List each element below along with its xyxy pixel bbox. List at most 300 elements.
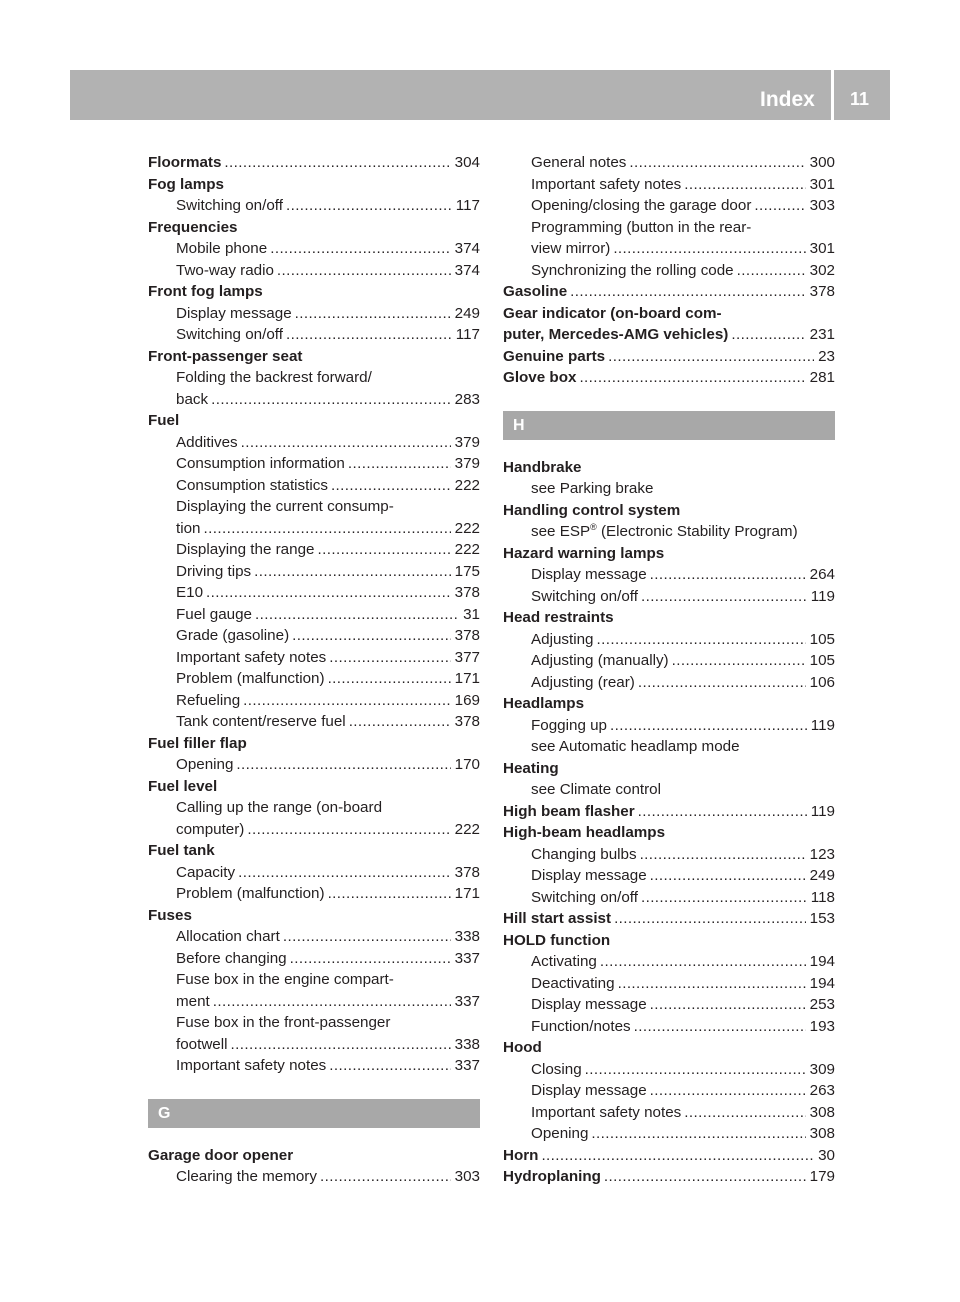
index-subentry [148,862,480,884]
entry-label: Adjusting [531,630,594,648]
entry-label: see ESP® (Electronic Stability Program) [531,521,798,540]
index-subentry [148,948,480,970]
page-reference: 303 [809,197,835,214]
index-subentry [503,586,835,608]
index-subentry [148,819,480,841]
index-subentry [503,994,835,1016]
leader-dots [641,887,807,909]
page-reference: 378 [454,863,480,881]
leader-dots [613,238,805,260]
index-entry [148,281,480,303]
entry-label: Consumption statistics [176,476,328,494]
leader-dots [247,819,450,841]
entry-label: Hood [503,1039,542,1056]
page-reference: 374 [454,261,480,279]
index-column-left [148,152,480,1188]
index-subentry [503,1016,835,1038]
index-entry [148,1145,480,1167]
leader-dots [231,1034,451,1056]
index-subentry [148,303,480,325]
index-subentry [148,260,480,282]
leader-dots [754,195,805,217]
entry-label: Important safety notes [531,1103,682,1121]
entry-label: Handling control system [503,501,681,519]
leader-dots [618,973,806,995]
index-entry [503,346,835,368]
entry-label: Handbrake [503,458,582,476]
leader-dots [541,1145,814,1167]
page-reference: 231 [809,326,835,343]
entry-label: Gear indicator (on-board com- [503,304,722,322]
index-subentry [503,1059,835,1081]
leader-dots [650,1080,806,1102]
entry-label: Important safety notes [176,1057,327,1074]
leader-dots [286,195,452,217]
entry-label: Switching on/off [176,326,283,343]
entry-label: Opening [176,756,234,773]
entry-label: Headlamps [503,695,585,712]
entry-label: Fog lamps [148,175,224,193]
page-reference: 193 [809,1017,835,1035]
index-entry [503,281,835,303]
entry-label: Gasoline [503,283,568,300]
index-subentry [503,650,835,672]
index-subentry [503,629,835,651]
index-entry [503,607,835,629]
page-reference: 117 [455,197,480,214]
leader-dots [684,1102,805,1124]
leader-dots [204,518,451,540]
index-subentry [148,1166,480,1188]
leader-dots [206,582,451,604]
page-reference: 106 [809,673,835,691]
page-title: Index [760,88,815,111]
index-subentry [503,260,835,282]
leader-dots [672,650,806,672]
entry-label: High beam flasher [503,802,635,820]
entry-label: Fuel filler flap [148,734,247,752]
index-subentry [148,711,480,733]
entry-label: Driving tips [176,562,252,580]
page-reference: 301 [809,175,835,193]
page-reference: 309 [809,1060,835,1078]
page-reference: 253 [809,996,835,1013]
index-entry [148,733,480,755]
index-entry [503,693,835,715]
leader-dots [329,1055,450,1077]
index-entry [503,801,835,823]
index-entry [503,758,835,780]
leader-dots [328,883,451,905]
index-subentry [148,367,480,389]
entry-label: Hazard warning lamps [503,544,665,562]
leader-dots [254,561,451,583]
entry-label: Display message [531,867,647,884]
page-reference: 281 [809,369,835,386]
entry-label: Fuel tank [148,842,215,859]
entry-label: Fuel level [148,777,218,795]
page-reference: 105 [809,630,835,648]
entry-label: Display message [531,996,647,1013]
entry-label: Synchronizing the rolling code [531,261,734,279]
page-reference: 337 [454,1057,480,1074]
index-subentry [148,518,480,540]
index-subentry [503,152,835,174]
entry-label: view mirror) [531,240,611,257]
entry-label: Switching on/off [531,888,638,906]
index-entry [148,346,480,368]
index-subentry [503,951,835,973]
index-subentry [503,1102,835,1124]
page-reference: 302 [809,261,835,279]
leader-dots [585,1059,806,1081]
page-reference: 123 [809,845,835,863]
page-reference: 249 [454,304,480,322]
leader-dots [731,324,805,346]
leader-dots [650,564,806,586]
entry-label: Before changing [176,949,287,967]
page-reference: 283 [454,390,480,408]
leader-dots [604,1166,806,1188]
leader-dots [638,672,806,694]
index-subentry [148,496,480,518]
entry-label: Displaying the current consump- [176,498,394,515]
index-subentry [503,865,835,887]
leader-dots [596,629,805,651]
entry-label: Problem (malfunction) [176,885,325,902]
entry-label: Refueling [176,691,241,709]
page-reference: 378 [454,584,480,601]
entry-label: Switching on/off [531,587,638,605]
leader-dots [579,367,805,389]
entry-label: see Parking brake [531,480,654,497]
index-subentry [148,432,480,454]
leader-dots [270,238,450,260]
page-reference: 337 [454,949,480,967]
header-divider [831,70,834,120]
index-subentry [503,564,835,586]
entry-label: Adjusting (manually) [531,652,669,669]
entry-label: Programming (button in the rear- [531,218,752,236]
entry-label: Fuel [148,412,180,429]
entry-label: see Climate control [531,781,661,798]
page-reference: 378 [454,627,480,644]
leader-dots [255,604,459,626]
index-subentry [148,561,480,583]
leader-dots [684,174,805,196]
page-reference: 304 [454,154,480,171]
leader-dots [570,281,806,303]
index-subentry [148,582,480,604]
leader-dots [238,862,451,884]
leader-dots [329,647,450,669]
index-entry [503,303,835,325]
page-reference: 170 [454,756,480,773]
page-reference: 222 [454,541,480,558]
index-subentry [148,1012,480,1034]
entry-label: Fuel gauge [176,605,252,623]
index-entry [148,776,480,798]
index-entry [503,822,835,844]
leader-dots [241,432,451,454]
page-reference: 105 [809,652,835,669]
page-reference: 379 [454,455,480,472]
entry-label: Grade (gasoline) [176,627,290,644]
leader-dots [236,754,450,776]
entry-label: Function/notes [531,1017,631,1035]
index-entry [503,457,835,479]
entry-label: footwell [176,1035,228,1053]
entry-label: Fuses [148,906,192,924]
leader-dots [600,951,806,973]
index-entry [503,367,835,389]
index-subentry [148,389,480,411]
page-reference: 222 [454,820,480,838]
entry-label: Adjusting (rear) [531,673,635,691]
page-reference: 23 [818,347,835,365]
index-subentry [148,991,480,1013]
leader-dots [349,711,451,733]
leader-dots [292,625,451,647]
index-subentry [148,324,480,346]
page-reference: 179 [809,1168,835,1185]
entry-label: ment [176,992,210,1010]
index-entry [503,908,835,930]
entry-label: back [176,390,209,408]
section-letter-g: G [148,1099,480,1128]
entry-label: Display message [531,1082,647,1099]
entry-label: Fuse box in the engine compart- [176,971,394,988]
entry-label: Horn [503,1146,539,1164]
index-subentry [148,883,480,905]
leader-dots [317,539,450,561]
index-subentry [503,195,835,217]
entry-label: Front-passenger seat [148,347,303,365]
index-subentry [148,754,480,776]
entry-label: Opening [531,1125,589,1142]
page-reference: 300 [809,154,835,171]
leader-dots [295,303,451,325]
page-reference: 378 [454,713,480,730]
index-entry [503,500,835,522]
entry-label: Switching on/off [176,197,283,214]
page-reference: 153 [809,910,835,927]
page-reference: 171 [454,885,480,902]
page-reference: 117 [455,326,480,343]
entry-label: Activating [531,953,597,970]
index-entry [503,930,835,952]
index-subentry [503,521,835,543]
leader-dots [283,926,451,948]
leader-dots [641,586,807,608]
entry-label: Deactivating [531,974,615,992]
entry-label: Frequencies [148,218,238,236]
page-reference: 379 [454,433,480,451]
index-column-right [503,152,835,1188]
page-reference: 378 [809,283,835,300]
leader-dots [608,346,814,368]
page-reference: 249 [809,867,835,884]
page-reference: 338 [454,928,480,945]
entry-label: Changing bulbs [531,845,637,863]
index-subentry [148,453,480,475]
entry-label: see Automatic headlamp mode [531,738,740,755]
index-entry [148,152,480,174]
index-subentry [503,779,835,801]
index-subentry [503,736,835,758]
leader-dots [277,260,451,282]
entry-label: Hydroplaning [503,1168,601,1185]
page-reference: 263 [809,1082,835,1099]
leader-dots [640,844,806,866]
index-subentry [148,539,480,561]
page-reference: 303 [454,1168,480,1185]
leader-dots [638,801,807,823]
entry-label: Fogging up [531,716,607,734]
section-letter-h: H [503,411,835,440]
index-subentry [503,844,835,866]
leader-dots [610,715,807,737]
index-subentry [148,797,480,819]
page-reference: 222 [454,476,480,494]
page-reference: 194 [809,974,835,992]
entry-label: Garage door opener [148,1146,294,1164]
entry-label: puter, Mercedes-AMG vehicles) [503,326,729,343]
index-subentry [503,238,835,260]
index-subentry [503,1123,835,1145]
page-reference: 118 [810,888,835,906]
index-entry [503,324,835,346]
leader-dots [650,865,806,887]
leader-dots [634,1016,806,1038]
page-reference: 31 [463,605,480,623]
index-subentry [503,887,835,909]
index-subentry [148,195,480,217]
leader-dots [629,152,805,174]
page-reference: 301 [809,240,835,257]
entry-label: Folding the backrest forward/ [176,369,372,386]
entry-label: Additives [176,433,238,451]
leader-dots [243,690,450,712]
index-entry [148,217,480,239]
entry-label: Fuse box in the front-passenger [176,1014,391,1031]
index-subentry [503,1080,835,1102]
page-reference: 338 [454,1035,480,1053]
leader-dots [737,260,806,282]
index-entry [148,174,480,196]
entry-label: Heating [503,759,559,777]
index-subentry [148,690,480,712]
index-subentry [148,1034,480,1056]
page-reference: 171 [454,670,480,687]
entry-label: Front fog lamps [148,283,263,300]
entry-label: HOLD function [503,931,611,949]
index-subentry [148,238,480,260]
entry-label: Display message [176,304,292,322]
entry-label: Allocation chart [176,928,280,945]
entry-label: Mobile phone [176,240,268,257]
index-entry [148,410,480,432]
entry-label: Displaying the range [176,541,315,558]
index-subentry [503,973,835,995]
entry-label: Consumption information [176,455,345,472]
page-reference: 374 [454,240,480,257]
index-subentry [148,625,480,647]
index-subentry [148,926,480,948]
index-subentry [503,217,835,239]
leader-dots [211,389,451,411]
index-entry [148,840,480,862]
leader-dots [331,475,451,497]
page-reference: 377 [454,648,480,666]
index-subentry [148,604,480,626]
entry-label: tion [176,519,201,537]
entry-label: Capacity [176,863,236,881]
index-subentry [503,715,835,737]
leader-dots [591,1123,805,1145]
entry-label: Glove box [503,369,577,386]
entry-label: Head restraints [503,609,614,626]
entry-label: High-beam headlamps [503,824,666,841]
leader-dots [320,1166,451,1188]
entry-label: Important safety notes [531,175,682,193]
index-entry [503,1166,835,1188]
page-reference: 194 [809,953,835,970]
entry-label: Hill start assist [503,910,612,927]
page-reference: 169 [454,691,480,709]
page-reference: 119 [810,716,835,734]
entry-label: Problem (malfunction) [176,670,325,687]
index-subentry [503,478,835,500]
index-subentry [503,174,835,196]
entry-label: computer) [176,820,245,838]
page-reference: 119 [810,802,835,820]
page-reference: 308 [809,1125,835,1142]
leader-dots [348,453,451,475]
leader-dots [286,324,452,346]
index-subentry [148,475,480,497]
entry-label: Two-way radio [176,261,274,279]
leader-dots [224,152,450,174]
page-reference: 337 [454,992,480,1010]
index-subentry [148,647,480,669]
page-reference: 222 [454,519,480,537]
entry-label: Opening/closing the garage door [531,197,752,214]
page-reference: 264 [809,566,835,583]
leader-dots [290,948,451,970]
index-subentry [148,969,480,991]
entry-label: Tank content/reserve fuel [176,713,346,730]
page-reference: 30 [818,1146,835,1164]
leader-dots [614,908,806,930]
entry-label: Floormats [148,154,222,171]
page-reference: 308 [809,1103,835,1121]
page-reference: 119 [810,587,835,605]
page-reference: 175 [454,562,480,580]
entry-label: Important safety notes [176,648,327,666]
entry-label: E10 [176,584,204,601]
index-entry [503,1145,835,1167]
index-entry [503,1037,835,1059]
entry-label: Display message [531,566,647,583]
entry-label: Genuine parts [503,347,606,365]
leader-dots [328,668,451,690]
entry-label: Clearing the memory [176,1168,317,1185]
index-subentry [148,1055,480,1077]
index-entry [503,543,835,565]
entry-label: Closing [531,1060,582,1078]
leader-dots [650,994,806,1016]
